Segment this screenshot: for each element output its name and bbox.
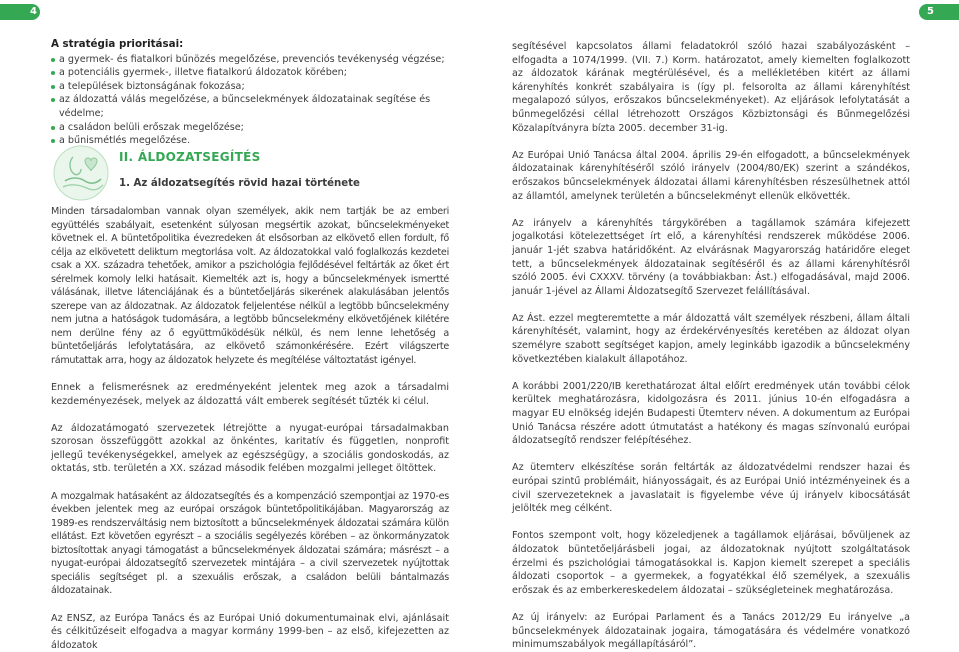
page-number-left: 4 (0, 4, 40, 20)
paragraph: Az Ást. ezzel megteremtette a már áldozattá vált személyek részbeni, állam általi kárenyhítését, valamint, hogy az érdekérvényesítés keretében az áldozat olyan személyre szabott segítséget kapjon, amely leginkább igazodik a bűncselekmény következtében kialakult állapotához. (512, 312, 910, 365)
priorities-list (51, 53, 449, 148)
list-item: a bűnismétlés megelőzése. (51, 134, 449, 148)
left-body-text (51, 205, 449, 652)
paragraph: A korábbi 2001/220/IB kerethatározat által előírt eredmények után további célok kerültek meghatározásra, kidolgozásra és 2011. június 10-én elfogadásra a magyar EU elnökség idején Budapesti Ütemterv néven. A dokumentum az Európai Unió Tanácsa részére adott útmutatást a hatékony és magas színvonalú európai áldozatsegítő rendszer felépítéséhez. (512, 380, 910, 447)
paragraph: Az Európai Unió Tanácsa által 2004. április 29-én elfogadott, a bűncselekmények áldozatainak kárenyhítéséről szóló irányelv (2004/80/EK) szerint a szándékos, erőszakos bűncselekmények áldozatai állami kárenyhítésben részesülhetnek attól az államtól, amelynek területén a bűncselekményt ellenük elkövették. (512, 149, 910, 202)
list-item: a települések biztonságának fokozása; (51, 80, 449, 94)
priorities-block (51, 38, 449, 148)
paragraph: Minden társadalomban vannak olyan személyek, akik nem tartják be az emberi együttélés szabályait, esetenként súlyosan megsértik azokat, bűncselekményeket követnek el. A büntetőpolitika évezredeken át elsősorban az elkövető ellen fordult, fő célja az elkövetett deliktum megtorlása volt. Az áldozatokkal való foglalkozás kezdetei csak a XX. századra tehetőek, amikor a pszichológia fejlődésével feltárták az őket ért sérelmek komoly lelki hatásait. Kiemelték azt is, hogy a bűncselekmények ismertté válásának, illetve látenciájának és a büntetőeljárás sikerének alakulásában jelentős szerepe van az áldozatnak. Az áldozatok feljelentése nélkül a legtöbb bűncselekmény nem jutna a hatóságok tudomására, a legtöbb bűncselekmény elkövetőjének kilétére nem derülne fény az ő együttműködésük nélkül, és nem lenne lehetőség a büntetőeljárás lefolytatására, az elkövető számonkérésére. Ezért világszerte rámutattak arra, hogy az áldozatok helyzete és megítélése változtatást igényel. (51, 206, 449, 367)
right-body-text (512, 40, 910, 652)
paragraph: Az áldozatámogató szervezetek létrejötte a nyugat-európai társadalmakban szorosan összefüggött azokkal az önkéntes, karitatív és független, nonprofit jellegű tevékenységekkel, amelyek az egészségügy, a szociális gondoskodás, az oktatás, stb. területén a XX. század második felében mozgalmi jelleget öltöttek. (51, 422, 449, 475)
list-item: az áldozattá válás megelőzése, a bűncselekmények áldozatainak segítése és védelme; (51, 93, 449, 120)
paragraph: Az irányelv a kárenyhítés tárgykörében a tagállamok számára kifejezett jogalkotási kötelezettséget írt elő, a kárenyhítési rendszerek működése 2006. január 1-jét szabva határidőként. Az elvárásnak Magyarország határidőre eleget tett, a bűncselekmények áldozatainak segítéséről és az állami kárenyhítésről szóló 2005. évi CXXXV. törvény (a továbbiakban: Ást.) elfogadásával, majd 2006. január 1-jével az Állami Áldozatsegítő Szervezet felállításával. (512, 217, 910, 297)
paragraph: Ennek a felismerésnek az eredményeként jelentek meg azok a társadalmi kezdeményezések, melyek az áldozattá vált emberek segítését tűzték ki célul. (51, 382, 449, 407)
section-title: II. ÁLDOZATSEGÍTÉS (119, 150, 261, 164)
priorities-title: A stratégia prioritásai: (51, 38, 184, 50)
paragraph: Az új irányelv: az Európai Parlament és a Tanács 2012/29 Eu irányelve „a bűncselekmények áldozatainak jogaira, támogatására és védelmére vonatkozó minimumszabályok megállapításáról”. (512, 611, 910, 651)
hand-heart-emblem-icon (51, 143, 111, 203)
paragraph: A mozgalmak hatásaként az áldozatsegítés és a kompenzáció szempontjai az 1970-es években jelentek meg az európai országok büntetőpolitikájában. Magyarország az 1989-es rendszerváltásig nem biztosított a bűncselekmények áldozatai számára külön ellátást. Ezt követően egyrészt – a szociális segélyezés körében – az önkormányzatok biztosítottak anyagi támogatást a bűncselekmények áldozatai számára; másrészt – a nyugat-európai áldozatsegítő szervezetek mintájára – a civil szervezetek nyújtottak speciális segítséget pl. a szexuális erőszak, a családon belüli bántalmazás áldozatainak. (51, 490, 449, 597)
list-item: a gyermek- és fiatalkori bűnözés megelőzése, prevenciós tevékenység végzése; (51, 53, 449, 67)
list-item: a potenciális gyermek-, illetve fiatalkorú áldozatok körében; (51, 66, 449, 80)
page-number-right: 5 (919, 4, 959, 20)
section-subtitle: 1. Az áldozatsegítés rövid hazai története (119, 178, 360, 189)
list-item: a családon belüli erőszak megelőzése; (51, 121, 449, 135)
paragraph: segítésével kapcsolatos állami feladatokról szóló hazai szabályozásként – elfogadta a 1074/1999. (VII. 7.) Korm. határozatot, amely kiemelten foglalkozott az áldozatok kárának megtérülésével, és a mellékletében kitért az állami kárenyhítés konkrét szabályaira is (így pl. felsorolta az állami kárenyhítést megalapozó súlyos, erőszakos bűncselekményeket). Az eljárások lefolytatását a bűnmegelőzési céllal létrehozott Országos Közbiztonsági és Bűnmegelőzési Közalapítványra bízta 2005. december 31-ig. (512, 41, 910, 134)
paragraph: Fontos szempont volt, hogy közeledjenek a tagállamok eljárásai, bővüljenek az áldozatok büntetőeljárásbeli jogai, az áldozatoknak nyújtott szolgáltatások érzelmi és pszichológiai támogatásokkal is. Kapjon kiemelt szerepet a speciális áldozati csoportok – a gyermekek, a fogyatékkal élő személyek, a szexuális erőszak és az emberkereskedelem áldozatai – szükségleteinek meghatározása. (512, 530, 910, 596)
paragraph: Az ütemterv elkészítése során feltárták az áldozatvédelmi rendszer hazai és európai szintű problémáit, hiányosságait, és az Európai Unió intézményeinek és a civil szervezeteknek a javaslatait is figyelembe véve új irányelv kibocsátását jelölték meg célként. (512, 462, 910, 515)
paragraph: Az ENSZ, az Európa Tanács és az Európai Unió dokumentumainak elvi, ajánlásait és célkitűzéseit elfogadva a magyar kormány 1999-ben – az első, kifejezetten az áldozatok (51, 612, 449, 651)
